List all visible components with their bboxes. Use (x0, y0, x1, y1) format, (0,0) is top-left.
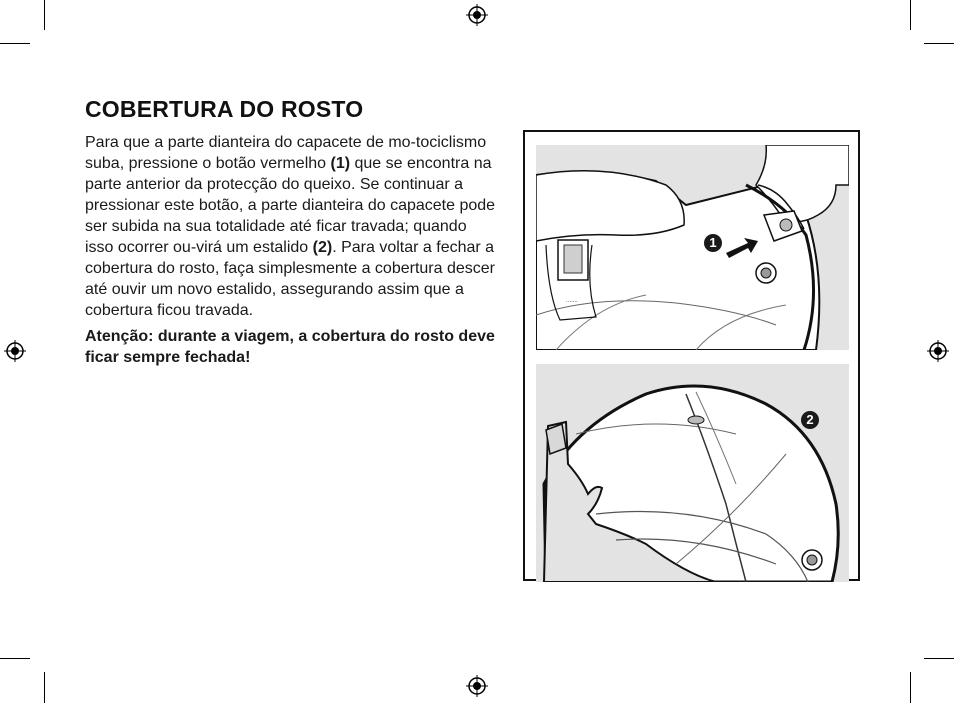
illustration-helmet-closed (536, 364, 849, 582)
reference-2: (2) (312, 239, 333, 256)
callout-1: 1 (704, 234, 722, 252)
helmet-chin-button-illustration (536, 145, 849, 350)
crop-mark (0, 43, 30, 44)
registration-mark-icon (466, 675, 488, 697)
crop-mark (44, 672, 45, 703)
registration-mark-icon (927, 340, 949, 362)
crop-mark (44, 0, 45, 30)
callout-2: 2 (801, 411, 819, 429)
paragraph-text: . Para voltar a fechar a cobertura do rosto, faça simplesmente a cobertura descer até ouvir um novo estalido, assegurando assim que a cobertura ficou travada. (85, 239, 495, 319)
paragraph-text: Para que a parte dianteira do capacete de mo-tociclismo suba, pressione o botão vermelho (85, 134, 487, 172)
paragraph-text: que se encontra na parte anterior da protecção do queixo. Se continuar a pressionar este botão, a parte dianteira do capacete pode ser subida na sua totalidade até ficar travada; quando isso ocorrer ou-virá um estalido (85, 155, 496, 256)
instruction-paragraph (85, 132, 497, 321)
registration-mark-icon (466, 4, 488, 26)
crop-mark (910, 672, 911, 703)
svg-text:.......: ....... (566, 298, 578, 304)
illustration-button-press (536, 145, 849, 350)
warning-paragraph: Atenção: durante a viagem, a cobertura do rosto deve ficar sempre fechada! (85, 328, 495, 366)
registration-mark-icon (4, 340, 26, 362)
reference-1: (1) (330, 155, 351, 172)
crop-mark (924, 43, 954, 44)
body-text (85, 132, 497, 373)
illustration-frame (523, 130, 860, 581)
helmet-side-illustration (536, 364, 849, 582)
page-title: COBERTURA DO ROSTO (85, 96, 364, 122)
crop-mark (924, 658, 954, 659)
crop-mark (910, 0, 911, 30)
crop-mark (0, 658, 30, 659)
